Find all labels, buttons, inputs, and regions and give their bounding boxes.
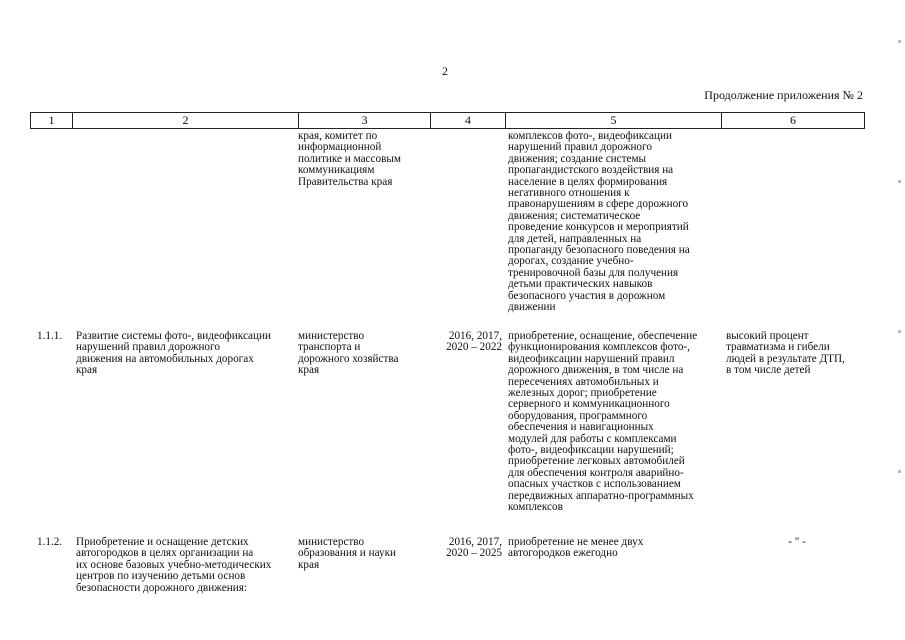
row-1-executor: министерство транспорта и дорожного хозяйства края (298, 330, 399, 377)
scan-mark (898, 330, 901, 333)
row-2-number: 1.1.2. (37, 536, 63, 548)
continuation-label: Продолжение приложения № 2 (704, 88, 863, 102)
row-1-number: 1.1.1. (37, 330, 63, 342)
column-header-5: 5 (505, 112, 721, 129)
row-1-title: Развитие системы фото-, видеофиксации нарушений правил дорожного движения на автомобильных дорогах края (76, 330, 271, 377)
row-2-executor: министерство образования и науки края (298, 536, 396, 571)
row-2-title: Приобретение и оснащение детских автогородков в целях организации на их основе базовых учебно-методических центров по изучению детьми основ безопасности дорожного движения: (76, 536, 272, 594)
column-header-2: 2 (72, 112, 298, 129)
column-header-4: 4 (430, 112, 505, 129)
column-header-1: 1 (30, 112, 72, 129)
row-1-measures: приобретение, оснащение, обеспечение функционирования комплексов фото-, видеофиксации нарушений правил дорожного движения, в том числе на пересечениях автомобильных и железных дорог; приобретение серверного и коммуникационного оборудования, программного обеспечения и навигационных модулей для работы с комплексами фото-, видеофиксации нарушений; приобретение легковых автомобилей для обеспечения контроля аварийно- опасных участков с использованием передвижных аппаратно-программных комплексов (508, 330, 698, 514)
row-1-years: 2016, 2017, 2020 – 2022 (446, 330, 502, 354)
row-1-result: высокий процент травматизма и гибели людей в результате ДТП, в том числе детей (726, 330, 845, 377)
row-0-measures: комплексов фото-, видеофиксации нарушений правил дорожного движения; создание системы пропагандистского воздействия на население в целях формирования негативного отношения к правонарушениям в сфере дорожного движения; систематическое проведение конкурсов и мероприятий для детей, направленных на пропаганду безопасного поведения на дорогах, создание учебно- тренировочной базы для получения детьми практических навыков безопасного участия в дорожном движении (508, 130, 690, 314)
page-number: 2 (442, 64, 448, 78)
table-header (30, 112, 865, 129)
row-2-years: 2016, 2017, 2020 – 2025 (446, 536, 502, 560)
scan-mark (898, 40, 901, 43)
column-header-3: 3 (298, 112, 430, 129)
row-2-measures: приобретение не менее двух автогородков ежегодно (508, 536, 644, 560)
row-0-executor: края, комитет по информационной политике и массовым коммуникациям Правительства края (298, 130, 401, 188)
scan-mark (898, 180, 901, 183)
column-header-6: 6 (721, 112, 865, 129)
scan-mark (898, 470, 901, 473)
row-2-result: - " - (788, 536, 806, 548)
